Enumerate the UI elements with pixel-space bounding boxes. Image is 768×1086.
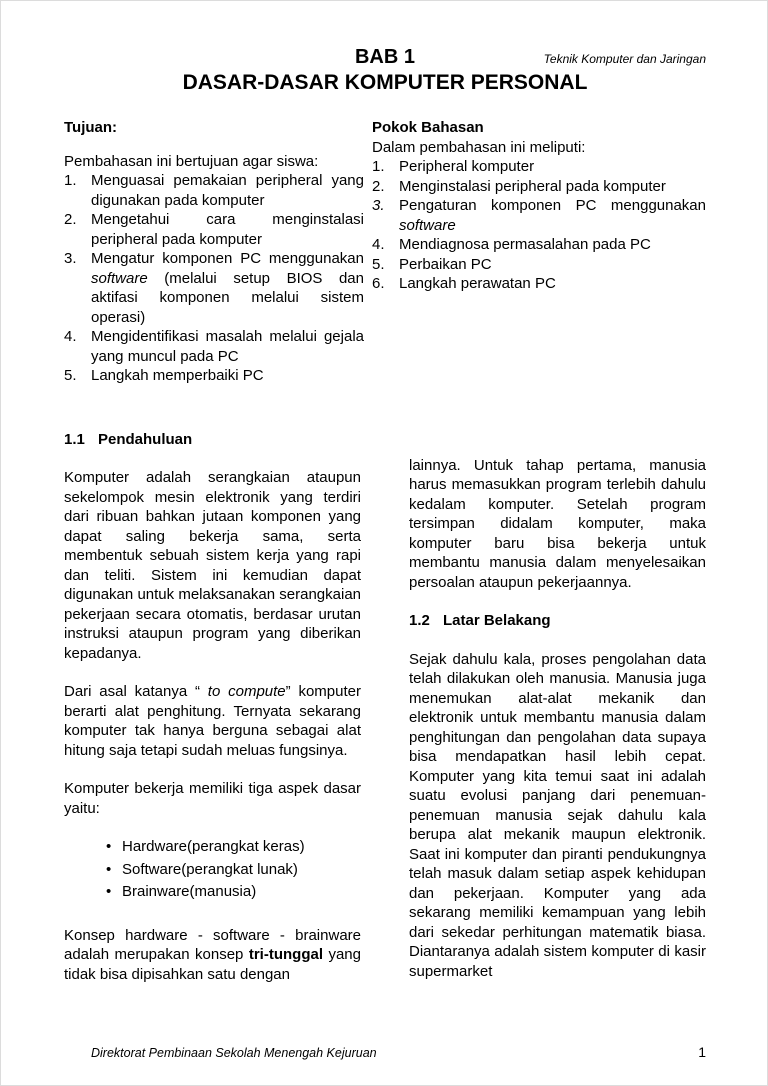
header-corner-text: Teknik Komputer dan Jaringan xyxy=(543,52,706,66)
item-number: 5. xyxy=(64,367,77,384)
page-header xyxy=(64,45,706,96)
overview-section xyxy=(64,118,706,386)
right-column xyxy=(409,430,706,1004)
item-number: 1. xyxy=(64,172,77,189)
bullet-item xyxy=(106,860,361,880)
page-number: 1 xyxy=(698,1043,706,1060)
list-item xyxy=(372,235,706,255)
item-text: Mengidentifikasi masalah melalui gejala yang muncul pada PC xyxy=(91,328,364,365)
bullet-text: Software(perangkat lunak) xyxy=(122,860,298,878)
list-item xyxy=(64,210,364,249)
paragraph: lainnya. Untuk tahap pertama, manusia harus memasukkan program terlebih dahulu kedalam komputer. Setelah program tersimpan didalam komputer, maka komputer baru bisa bekerja untuk membantu manusia dalam menyelesaikan persoalan ataupun pekerjaannya. xyxy=(409,456,706,591)
section-heading-1-1 xyxy=(64,430,361,450)
topics-list xyxy=(372,157,706,294)
bullet-marker: • xyxy=(106,883,112,900)
list-item xyxy=(64,327,364,366)
topics-block xyxy=(372,118,706,386)
list-item xyxy=(372,157,706,177)
list-item xyxy=(64,249,364,327)
list-item xyxy=(372,274,706,294)
item-number: 2. xyxy=(64,211,77,228)
list-item xyxy=(372,177,706,197)
topics-heading: Pokok Bahasan xyxy=(372,119,484,136)
item-number: 3. xyxy=(64,250,77,267)
body-section xyxy=(64,430,706,1004)
item-number: 4. xyxy=(372,236,385,253)
list-item xyxy=(372,255,706,275)
item-number: 3. xyxy=(372,197,385,214)
objectives-heading: Tujuan: xyxy=(64,119,118,136)
bullet-marker: • xyxy=(106,860,112,878)
footer-text: Direktorat Pembinaan Sekolah Menengah Kejuruan xyxy=(91,1045,377,1060)
item-text: Langkah perawatan PC xyxy=(399,275,556,292)
bullet-item xyxy=(106,882,361,902)
paragraph: Komputer bekerja memiliki tiga aspek dasar yaitu: xyxy=(64,780,361,817)
item-number: 1. xyxy=(372,158,385,175)
bullet-marker: • xyxy=(106,838,112,855)
bullet-item xyxy=(106,837,361,857)
section-title: Latar Belakang xyxy=(443,612,551,629)
paragraph: Komputer adalah serangkaian ataupun sekelompok mesin elektronik yang terdiri dari ribuan bahkan jutaan komponen yang dapat saling bekerja sama, serta membentuk sebuah sistem kerja yang rapi dan teliti. Sistem ini kemudian dapat digunakan untuk melaksanakan serangkaian pekerjaan secara otomatis, berdasar urutan instruksi ataupun program yang diberikan kepadanya. xyxy=(64,469,361,662)
item-number: 2. xyxy=(372,177,385,195)
section-number: 1.1 xyxy=(64,430,85,448)
objectives-block xyxy=(64,118,364,386)
item-text: Langkah memperbaiki PC xyxy=(91,367,264,384)
bullet-text: Hardware(perangkat keras) xyxy=(122,838,305,855)
item-text: Pengaturan komponen PC menggunakan software xyxy=(399,197,706,234)
item-text: Mendiagnosa permasalahan pada PC xyxy=(399,236,651,253)
aspects-list xyxy=(64,837,361,902)
item-text: Menginstalasi peripheral pada komputer xyxy=(399,177,666,195)
list-item xyxy=(64,366,364,386)
bullet-text: Brainware(manusia) xyxy=(122,883,257,900)
paragraph: Dari asal katanya “ to compute” komputer berarti alat penghitung. Ternyata sekarang komputer tak hanya berguna sebagai alat hitung saja tetapi sudah meluas fungsinya. xyxy=(64,683,361,759)
item-text: Perbaikan PC xyxy=(399,255,492,273)
objectives-intro: Pembahasan ini bertujuan agar siswa: xyxy=(64,152,319,170)
paragraph: Konsep hardware - software - brainware adalah merupakan konsep tri-tunggal yang tidak bisa dipisahkan satu dengan xyxy=(64,926,361,983)
section-title: Pendahuluan xyxy=(98,430,193,448)
list-item xyxy=(372,196,706,235)
section-heading-1-2 xyxy=(409,611,706,631)
item-number: 4. xyxy=(64,328,77,345)
item-number: 5. xyxy=(372,255,385,273)
left-column xyxy=(64,430,361,1004)
section-number: 1.2 xyxy=(409,612,430,629)
item-text: Mengetahui cara menginstalasi peripheral pada komputer xyxy=(91,211,364,248)
paragraph: Sejak dahulu kala, proses pengolahan data telah dilakukan oleh manusia. Manusia juga menemukan alat-alat mekanik dan elektronik untuk membantu manusia dalam penghitungan dan pengolahan data supaya bisa mendapatkan hasil lebih cepat. Komputer yang kita temui saat ini adalah suatu evolusi panjang dari penemuan-penemuan manusia sejak dahulu kala berupa alat mekanik maupun elektronik. Saat ini komputer dan piranti pendukungnya telah masuk dalam setiap aspek kehidupan dan pekerjaan. Komputer yang ada sekarang memiliki kemampuan yang lebih dari sekedar perhitungan matematik biasa. Diantaranya adalah sistem komputer di kasir supermarket xyxy=(409,650,706,980)
topics-intro: Dalam pembahasan ini meliputi: xyxy=(372,138,586,156)
item-text: Mengatur komponen PC menggunakan software (melalui setup BIOS dan aktifasi komponen melalui sistem operasi) xyxy=(91,250,364,326)
item-text: Peripheral komputer xyxy=(399,158,535,175)
page-footer xyxy=(64,1043,706,1064)
chapter-heading: BAB 1 xyxy=(354,46,415,68)
item-text: Menguasai pemakaian peripheral yang digunakan pada komputer xyxy=(91,172,364,209)
objectives-list xyxy=(64,171,364,386)
list-item xyxy=(64,171,364,210)
document-title: DASAR-DASAR KOMPUTER PERSONAL xyxy=(182,71,588,94)
item-number: 6. xyxy=(372,275,385,292)
